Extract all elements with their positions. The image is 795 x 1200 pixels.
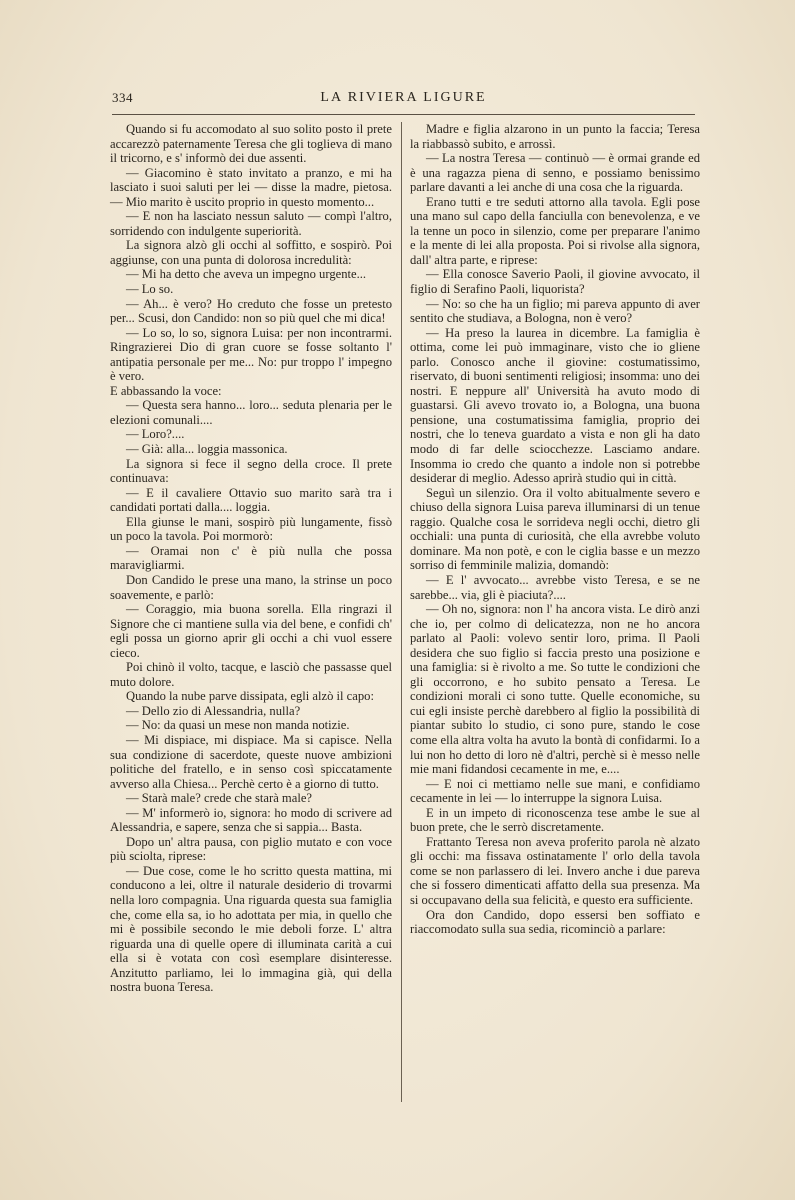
paragraph: — Oramai non c' è più nulla che possa maravigliarmi. [110, 543, 392, 573]
page-header [112, 86, 695, 110]
paragraph: — E noi ci mettiamo nelle sue mani, e confidiamo cecamente in lei — lo interruppe la signora Luisa. [410, 776, 700, 806]
paragraph: — M' informerò io, signora: ho modo di scrivere ad Alessandria, e sapere, senza che si sappia... Basta. [110, 805, 392, 835]
right-column [410, 122, 700, 937]
paragraph: La signora alzò gli occhi al soffitto, e sospirò. Poi aggiunse, con una punta di dolorosa incredulità: [110, 238, 392, 267]
paragraph: Madre e figlia alzarono in un punto la faccia; Teresa la riabbassò subito, e arrossì. [410, 122, 700, 151]
paragraph: Ora don Candido, dopo essersi ben soffiato e riaccomodato sulla sua sedia, ricominciò a parlare: [410, 907, 700, 937]
paragraph: — E l' avvocato... avrebbe visto Teresa, e se ne sarebbe... via, gli è piaciuta?.... [410, 572, 700, 602]
paragraph: — Ah... è vero? Ho creduto che fosse un pretesto per... Scusi, don Candido: non so più quel che mi dica! [110, 296, 392, 326]
paragraph: La signora si fece il segno della croce. Il prete continuava: [110, 456, 392, 486]
paragraph: — No: da quasi un mese non manda notizie. [126, 718, 350, 733]
paragraph: Quando la nube parve dissipata, egli alzò il capo: [126, 689, 374, 704]
journal-title: LA RIVIERA LIGURE [320, 90, 487, 105]
paragraph: Don Candido le prese una mano, la strinse un poco soavemente, e parlò: [110, 572, 392, 602]
paragraph: Erano tutti e tre seduti attorno alla tavola. Egli pose una mano sul capo della fanciulla con benevolenza, e ve la tenne un poco in silenzio, come per preparare l'animo e la mente di lei alla proposta. Poi si rivolse alla signora, dall' altra parte, e riprese: [410, 194, 700, 267]
header-rule [112, 114, 695, 115]
paragraph: — E il cavaliere Ottavio suo marito sarà tra i candidati portati dalla.... loggia. [110, 485, 392, 515]
paragraph: — E non ha lasciato nessun saluto — compì l'altro, sorridendo con indulgente superiorità. [110, 209, 392, 238]
paragraph: — No: so che ha un figlio; mi pareva appunto di aver sentito che studiava, a Bologna, non è vero? [410, 296, 700, 326]
paragraph: Dopo un' altra pausa, con piglio mutato e con voce più sciolta, riprese: [110, 834, 392, 864]
paragraph: Seguì un silenzio. Ora il volto abitualmente severo e chiuso della signora Luisa pareva illuminarsi di un tenue raggio. Qualche cosa le sorrideva negli occhi, dietro gli occhiali: una punta di curiosità, che ella avrebbe voluto dominare. Ma non potè, e con le ciglia basse e un mezzo sorriso di femminile malizia, domandò: [410, 485, 700, 573]
paragraph: E in un impeto di riconoscenza tese ambe le sue al buon prete, che le serrò discretamente. [410, 805, 700, 835]
paragraph: — Lo so, lo so, signora Luisa: per non incontrarmi. Ringrazierei Dio di gran cuore se fosse soltanto l' antipatia personale per me... No: pur troppo l' impegno è vero. [110, 325, 392, 384]
paragraph: — Ella conosce Saverio Paoli, il giovine avvocato, il figlio di Serafino Paoli, liquorista? [410, 267, 700, 297]
page-number: 334 [112, 90, 133, 105]
paragraph: — Lo so. [126, 282, 174, 297]
paragraph: Frattanto Teresa non aveva proferito parola nè alzato gli occhi: ma fissava ostinatamente l' orlo della tavola come se non parlassero di lei. Invero anche i due pareva che si fossero dimenticati affatto della sua presenza. Ma si occupavano della sua felicità, e questo era sufficiente. [410, 834, 700, 907]
paragraph: Poi chinò il volto, tacque, e lasciò che passasse quel muto dolore. [110, 660, 392, 689]
paragraph: — Due cose, come le ho scritto questa mattina, mi conducono a lei, oltre il naturale desiderio di trovarmi nella loro compagnia. Una riguarda questa sua famiglia che, come ella sa, io ho adottata per mia, in quello che mi è possibile secondo le mie deboli forze. L' altra riguarda una di quelle opere di illuminata carità a cui ella si è votata con così esemplare disinteresse. Anzitutto parliamo, lei lo immagina già, qui della nostra buona Teresa. [110, 863, 392, 995]
paragraph: — Mi ha detto che aveva un impegno urgente... [126, 267, 367, 282]
paragraph: — Oh no, signora: non l' ha ancora vista. Le dirò anzi che io, per colmo di delicatezza, non ne ho ancora parlato al Paoli: volevo sentir loro, prima. Il Paoli desidera che suo figlio si faccia presto una posizione e una famiglia: si è rivolto a me. So tutte le condizioni che gli occorrono, e ho subito pensato a Teresa. Le condizioni morali ci sono tutte. Quelle economiche, su cui egli insiste perchè darebbero al figlio la possibilità di piantar subito lo studio, ci sono pure, stando le cose come ella altra volta ha avuto la bontà di confidarmi. Io a lui non ho detto di loro nè d'altri, perchè si è messo nelle mie mani fidandosi cecamente in me, e.... [410, 602, 700, 777]
left-column [110, 122, 392, 995]
paragraph: — Starà male? crede che starà male? [126, 791, 312, 806]
paragraph: — Giacomino è stato invitato a pranzo, e mi ha lasciato i suoi saluti per lei — disse la madre, pietosa. — Mio marito è uscito proprio in questo momento... [110, 165, 392, 209]
paragraph: — Loro?.... [126, 427, 185, 442]
paragraph: — Questa sera hanno... loro... seduta plenaria per le elezioni comunali.... [110, 398, 392, 427]
paragraph: — Dello zio di Alessandria, nulla? [126, 703, 301, 718]
paragraph: — La nostra Teresa — continuò — è ormai grande ed è una ragazza piena di senno, e possiamo benissimo parlare davanti a lei anche di una cosa che la riguarda. [410, 151, 700, 195]
paragraph: — Coraggio, mia buona sorella. Ella ringrazi il Signore che ci mantiene sulla via del bene, e confidi ch' egli possa un giorno aprir gli occhi a chi vuol essere cieco. [110, 602, 392, 660]
paragraph: E abbassando la voce: [110, 383, 222, 398]
paragraph: Quando si fu accomodato al suo solito posto il prete accarezzò paternamente Teresa che gli toglieva di mano il tricorno, e s' informò dei due assenti. [110, 122, 392, 166]
paragraph: Ella giunse le mani, sospirò più lungamente, fissò un poco la tavola. Poi mormorò: [110, 514, 392, 544]
paragraph: — Ha preso la laurea in dicembre. La famiglia è ottima, come lei può immaginare, visto che io gliene parlo. Conosco anche il giovine: costumatissimo, riservato, di buoni sentimenti religiosi; insomma: uno dei nostri. E neppure all' Università ha avuto modo di guastarsi. Gli avevo trovato io, a Bologna, una buona pensione, una costumatissima famiglia, proprio dei nostri, che lo teneva guardato a vista e non gli ha dato modo di far delle sciocchezze. Lasciamo andare. Insomma io credo che quanto a indole non si potrebbe desiderar di meglio. Adesso aprirà studio qui in città. [410, 325, 700, 486]
column-divider [401, 122, 402, 1102]
paragraph: — Già: alla... loggia massonica. [126, 442, 288, 457]
paragraph: — Mi dispiace, mi dispiace. Ma si capisce. Nella sua condizione di sacerdote, queste nuove ambizioni politiche del fratello, e in senso così spiccatamente avverso alla Chiesa... Perchè certo è a giorno di tutto. [110, 732, 392, 791]
